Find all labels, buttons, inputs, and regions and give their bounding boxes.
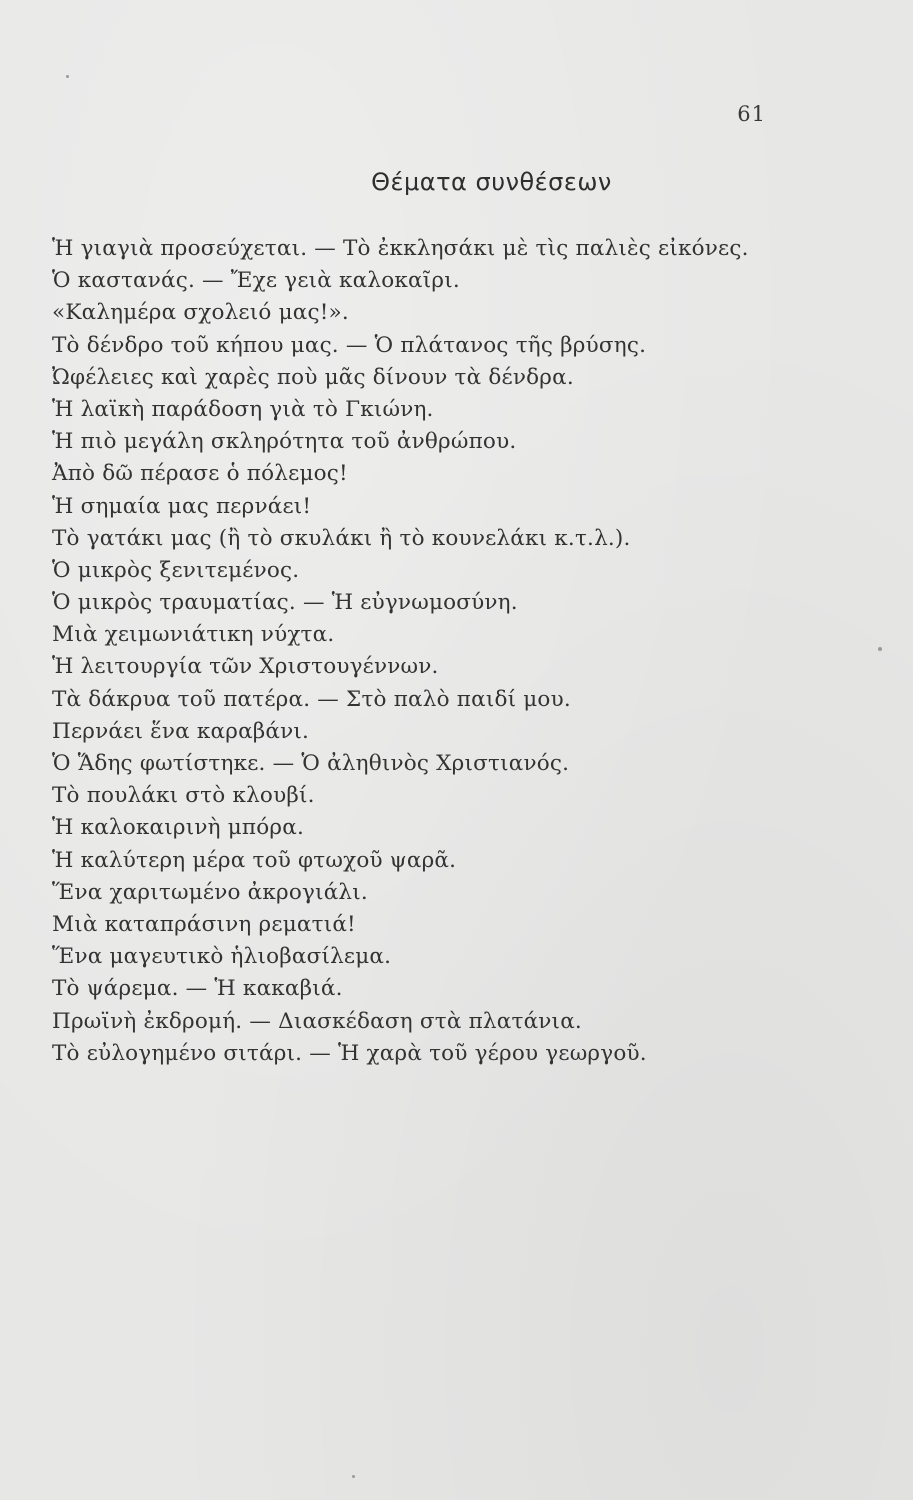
topic-line: Περνάει ἕνα καραβάνι. xyxy=(52,718,310,744)
paper-speck xyxy=(352,1475,355,1478)
topic-line: Ἡ καλοκαιρινὴ μπόρα. xyxy=(52,815,304,841)
page-number: 61 xyxy=(737,102,766,126)
topic-line: Ὁ μικρὸς ξενιτεμένος. xyxy=(52,557,300,583)
topic-line: Πρωϊνὴ ἐκδρομή. — Διασκέδαση στὰ πλατάνια. xyxy=(52,1008,582,1034)
topic-line: Ὁ καστανάς. — Ἔχε γειὰ καλοκαῖρι. xyxy=(52,268,460,294)
topic-line: Τὰ δάκρυα τοῦ πατέρα. — Στὸ παλὸ παιδί μου. xyxy=(52,686,571,712)
topic-line: Ἡ λαϊκὴ παράδοση γιὰ τὸ Γκιώνη. xyxy=(52,396,434,422)
topic-line: Ὁ Ἅδης φωτίστηκε. — Ὁ ἀληθινὸς Χριστιανός. xyxy=(52,751,570,776)
paper-speck xyxy=(66,75,69,78)
topic-line: Ἡ πιὸ μεγάλη σκληρότητα τοῦ ἀνθρώπου. xyxy=(52,429,517,455)
topic-line: Ἕνα μαγευτικὸ ἡλιοβασίλεμα. xyxy=(52,944,392,970)
composition-topics-list xyxy=(52,233,812,1070)
topic-line: Μιὰ χειμωνιάτικη νύχτα. xyxy=(52,622,335,648)
topic-line: Ὠφέλειες καὶ χαρὲς ποὺ μᾶς δίνουν τὰ δένδρα. xyxy=(52,364,574,390)
topic-line: Τὸ γατάκι μας (ἢ τὸ σκυλάκι ἢ τὸ κουνελάκι κ.τ.λ.). xyxy=(52,525,631,551)
topic-line: Ἡ καλύτερη μέρα τοῦ φτωχοῦ ψαρᾶ. xyxy=(52,847,457,873)
topic-line: Ἡ γιαγιὰ προσεύχεται. — Τὸ ἐκκλησάκι μὲ τὶς παλιὲς εἰκόνες. xyxy=(52,236,749,261)
topic-line: Ἡ σημαία μας περνάει! xyxy=(52,493,312,519)
topic-line: Ἕνα χαριτωμένο ἀκρογιάλι. xyxy=(52,879,368,905)
topic-line: Ἀπὸ δῶ πέρασε ὁ πόλεμος! xyxy=(52,461,348,487)
topic-line: Τὸ εὐλογημένο σιτάρι. — Ἡ χαρὰ τοῦ γέρου γεωργοῦ. xyxy=(52,1040,647,1066)
topic-line: Τὸ ψάρεμα. — Ἡ κακαβιά. xyxy=(52,976,343,1002)
page-title: Θέματα συνθέσεων xyxy=(371,168,612,196)
paper-speck xyxy=(878,647,882,651)
topic-line: Ὁ μικρὸς τραυματίας. — Ἡ εὐγνωμοσύνη. xyxy=(52,590,518,616)
topic-line: Ἡ λειτουργία τῶν Χριστουγέννων. xyxy=(52,654,439,680)
topic-line: Τὸ πουλάκι στὸ κλουβί. xyxy=(52,783,315,809)
topic-line: «Καλημέρα σχολειό μας!». xyxy=(52,300,349,326)
topic-line: Τὸ δένδρο τοῦ κήπου μας. — Ὁ πλάτανος τῆς βρύσης. xyxy=(52,332,647,358)
topic-line: Μιὰ καταπράσινη ρεματιά! xyxy=(52,911,356,937)
